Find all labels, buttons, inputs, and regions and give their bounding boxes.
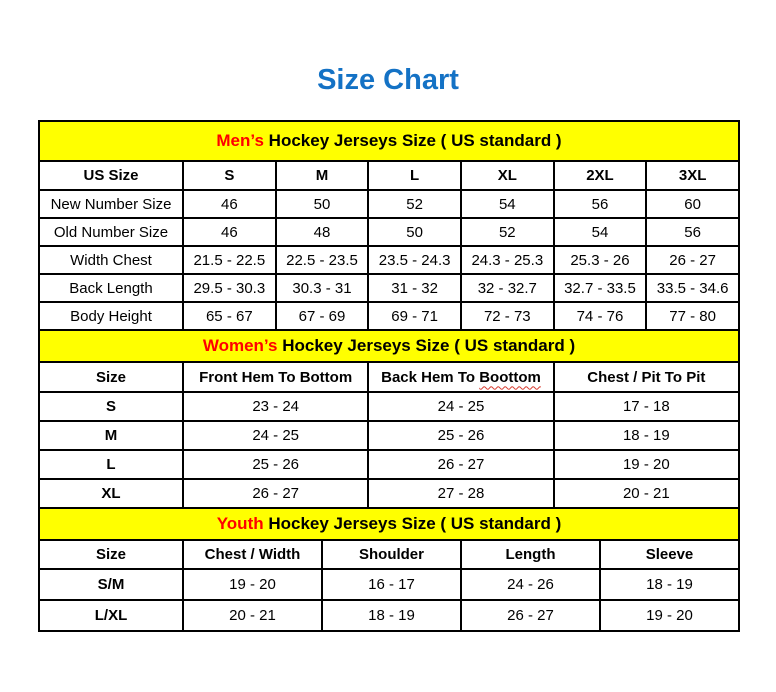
women-size-table: [38, 329, 740, 509]
column-header: Length: [461, 540, 600, 569]
row-label-cell: Width Chest: [39, 246, 183, 274]
size-cell: 31 - 32: [368, 274, 461, 302]
table-row: [39, 274, 739, 302]
size-cell: 24 - 25: [368, 392, 553, 421]
column-header-row: [39, 540, 739, 569]
row-label-cell: S: [39, 392, 183, 421]
size-cell: 26 - 27: [461, 600, 600, 631]
size-cell: 26 - 27: [183, 479, 368, 508]
row-label-cell: Body Height: [39, 302, 183, 330]
size-cell: 32.7 - 33.5: [554, 274, 647, 302]
row-label-cell: New Number Size: [39, 190, 183, 218]
size-cell: 25 - 26: [183, 450, 368, 479]
column-header: 3XL: [646, 161, 739, 190]
section-header-youth: [39, 508, 739, 540]
row-label-cell: M: [39, 421, 183, 450]
section-header-men: [39, 121, 739, 161]
size-cell: 48: [276, 218, 369, 246]
page-title: Size Chart: [317, 64, 459, 96]
size-cell: 67 - 69: [276, 302, 369, 330]
size-cell: 27 - 28: [368, 479, 553, 508]
row-label-cell: XL: [39, 479, 183, 508]
column-header: 2XL: [554, 161, 647, 190]
size-cell: 22.5 - 23.5: [276, 246, 369, 274]
column-header-row: [39, 161, 739, 190]
section-header-text: Hockey Jerseys Size ( US standard ): [268, 514, 562, 533]
size-chart-tables: [38, 120, 740, 632]
size-cell: 20 - 21: [554, 479, 739, 508]
size-cell: 52: [461, 218, 554, 246]
section-header-text: Hockey Jerseys Size ( US standard ): [282, 336, 576, 355]
size-cell: 17 - 18: [554, 392, 739, 421]
size-cell: 32 - 32.7: [461, 274, 554, 302]
table-row: [39, 190, 739, 218]
section-band-row: [39, 330, 739, 362]
size-cell: 19 - 20: [600, 600, 739, 631]
size-cell: 69 - 71: [368, 302, 461, 330]
column-header: Size: [39, 540, 183, 569]
column-header: XL: [461, 161, 554, 190]
row-label-cell: Back Length: [39, 274, 183, 302]
size-cell: 19 - 20: [183, 569, 322, 600]
column-header: Back Hem To Boottom: [368, 362, 553, 392]
section-header-women: [39, 330, 739, 362]
table-row: [39, 392, 739, 421]
size-cell: 77 - 80: [646, 302, 739, 330]
size-cell: 24 - 26: [461, 569, 600, 600]
column-header: US Size: [39, 161, 183, 190]
size-cell: 50: [368, 218, 461, 246]
column-header: S: [183, 161, 276, 190]
section-band-row: [39, 121, 739, 161]
size-cell: 25 - 26: [368, 421, 553, 450]
column-header: Size: [39, 362, 183, 392]
row-label-cell: L/XL: [39, 600, 183, 631]
size-cell: 30.3 - 31: [276, 274, 369, 302]
table-row: [39, 450, 739, 479]
column-header: Chest / Width: [183, 540, 322, 569]
size-cell: 20 - 21: [183, 600, 322, 631]
table-row: [39, 421, 739, 450]
size-cell: 54: [461, 190, 554, 218]
section-header-text: Hockey Jerseys Size ( US standard ): [268, 131, 562, 150]
youth-size-table: [38, 507, 740, 632]
column-header: Sleeve: [600, 540, 739, 569]
size-cell: 24 - 25: [183, 421, 368, 450]
table-row: [39, 569, 739, 600]
size-cell: 72 - 73: [461, 302, 554, 330]
size-cell: 46: [183, 218, 276, 246]
section-header-accent: Men’s: [216, 131, 264, 150]
size-cell: 26 - 27: [646, 246, 739, 274]
size-cell: 23 - 24: [183, 392, 368, 421]
size-cell: 74 - 76: [554, 302, 647, 330]
table-row: [39, 302, 739, 330]
size-cell: 18 - 19: [600, 569, 739, 600]
size-cell: 52: [368, 190, 461, 218]
row-label-cell: Old Number Size: [39, 218, 183, 246]
table-row: [39, 218, 739, 246]
size-cell: 18 - 19: [322, 600, 461, 631]
size-cell: 50: [276, 190, 369, 218]
section-header-accent: Women’s: [202, 336, 278, 355]
table-row: [39, 246, 739, 274]
column-header: Shoulder: [322, 540, 461, 569]
section-band-row: [39, 508, 739, 540]
size-cell: 16 - 17: [322, 569, 461, 600]
size-cell: 56: [646, 218, 739, 246]
column-header: M: [276, 161, 369, 190]
column-header: L: [368, 161, 461, 190]
size-cell: 24.3 - 25.3: [461, 246, 554, 274]
size-cell: 29.5 - 30.3: [183, 274, 276, 302]
column-header: Chest / Pit To Pit: [554, 362, 739, 392]
size-cell: 19 - 20: [554, 450, 739, 479]
size-cell: 60: [646, 190, 739, 218]
size-cell: 65 - 67: [183, 302, 276, 330]
size-cell: 21.5 - 22.5: [183, 246, 276, 274]
column-header: Front Hem To Bottom: [183, 362, 368, 392]
row-label-cell: L: [39, 450, 183, 479]
table-row: [39, 479, 739, 508]
men-size-table: [38, 120, 740, 331]
size-cell: 54: [554, 218, 647, 246]
size-cell: 56: [554, 190, 647, 218]
size-cell: 25.3 - 26: [554, 246, 647, 274]
misspelled-word: Boottom: [479, 368, 541, 386]
column-header-row: [39, 362, 739, 392]
table-row: [39, 600, 739, 631]
row-label-cell: S/M: [39, 569, 183, 600]
section-header-accent: Youth: [216, 514, 264, 533]
size-cell: 46: [183, 190, 276, 218]
size-cell: 18 - 19: [554, 421, 739, 450]
size-cell: 33.5 - 34.6: [646, 274, 739, 302]
size-cell: 26 - 27: [368, 450, 553, 479]
size-cell: 23.5 - 24.3: [368, 246, 461, 274]
